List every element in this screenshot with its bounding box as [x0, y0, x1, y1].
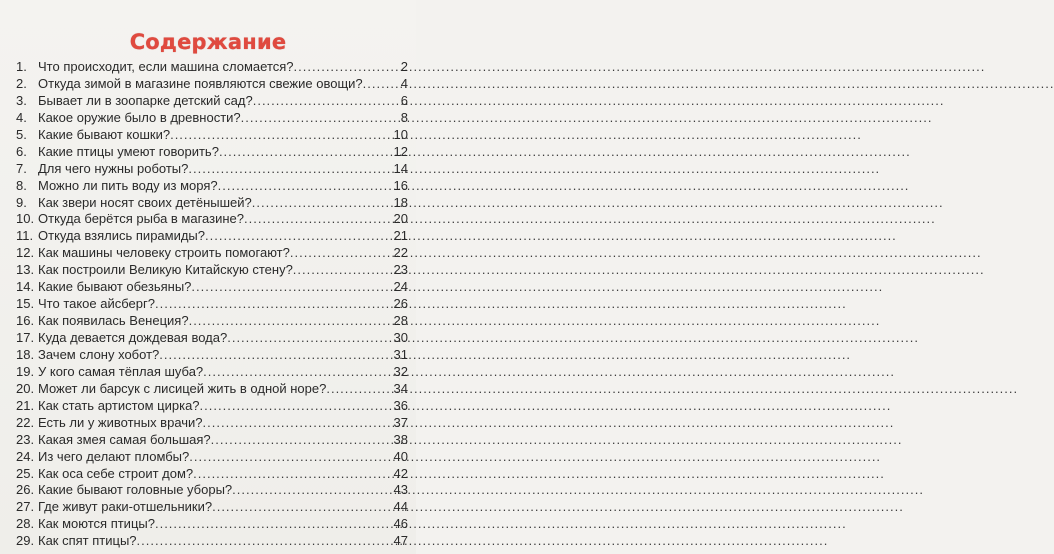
toc-entry — [16, 364, 408, 381]
toc-entry-title: Куда девается дождевая вода? — [38, 330, 228, 345]
toc-entry-title: Есть ли у животных врачи? — [38, 414, 203, 430]
toc-entry-title: Какая змея самая большая? — [38, 431, 211, 447]
toc-entry-number: 19. — [16, 363, 35, 379]
toc-entry-page-number: 28 — [393, 313, 408, 329]
dot-leader — [188, 161, 392, 178]
toc-entry-number: 27. — [16, 499, 35, 515]
toc-entry — [16, 127, 408, 144]
toc-entry-title: Какие бывают головные уборы? — [38, 482, 233, 498]
toc-entry-page-number: 47 — [393, 533, 408, 549]
toc-entry-page-number: 14 — [393, 160, 408, 176]
toc-entry-title: Из чего делают пломбы? — [38, 448, 190, 464]
toc-entry-number: 26. — [16, 482, 35, 498]
toc-entry-title: Что происходит, если машина сломается? — [38, 59, 294, 74]
toc-entry-page-number: 10 — [393, 126, 408, 142]
toc-entry — [16, 161, 408, 178]
toc-entry — [16, 516, 408, 533]
toc-entry-page-number: 40 — [393, 448, 408, 464]
dot-leader — [203, 364, 392, 381]
toc-entry-title: Бывает ли в зоопарке детский сад? — [38, 92, 253, 108]
toc-entry-page-number: 30 — [393, 330, 408, 345]
dot-leader — [218, 178, 393, 195]
table-of-contents — [16, 59, 408, 550]
toc-entry-number: 16. — [16, 313, 35, 329]
toc-entry-title: Откуда зимой в магазине появляются свежие овощи? — [38, 75, 363, 91]
toc-entry-number: 3. — [16, 92, 27, 108]
toc-entry-number: 1. — [16, 59, 27, 74]
toc-entry-page-number: 44 — [393, 499, 408, 515]
toc-entry-page-number: 21 — [393, 228, 408, 244]
toc-entry-number: 17. — [16, 330, 35, 345]
toc-entry-page-number: 46 — [393, 516, 408, 532]
toc-entry — [16, 110, 408, 127]
toc-entry-number: 25. — [16, 465, 35, 481]
dot-leader — [363, 76, 400, 93]
toc-entry-number: 2. — [16, 75, 27, 91]
toc-entry-page-number: 22 — [393, 245, 408, 261]
page-title: Содержание — [129, 30, 287, 54]
toc-entry-number: 18. — [16, 346, 35, 362]
toc-entry-page-number: 16 — [393, 177, 408, 193]
dot-leader — [170, 127, 392, 144]
toc-entry-number: 24. — [16, 448, 35, 464]
dot-leader — [244, 211, 393, 228]
toc-entry-title: Какое оружие было в древности? — [38, 109, 241, 125]
toc-entry-page-number: 6 — [400, 92, 408, 108]
dot-leader — [290, 245, 393, 262]
dot-leader — [294, 59, 400, 76]
toc-entry-page-number: 26 — [393, 296, 408, 312]
toc-entry — [16, 347, 408, 364]
toc-entry-title: Какие бывают обезьяны? — [38, 279, 192, 295]
toc-entry — [16, 415, 408, 432]
dot-leader — [193, 466, 392, 483]
toc-entry-title: Как машины человеку строить помогают? — [38, 245, 290, 261]
toc-entry-page-number: 37 — [393, 414, 408, 430]
dot-leader — [200, 398, 393, 415]
toc-entry — [16, 449, 408, 466]
toc-entry-number: 5. — [16, 126, 27, 142]
toc-entry-page-number: 43 — [393, 482, 408, 498]
toc-entry — [16, 93, 408, 110]
toc-entry — [16, 195, 408, 212]
toc-entry — [16, 381, 408, 398]
dot-leader — [189, 313, 393, 330]
toc-entry — [16, 245, 408, 262]
toc-entry-number: 10. — [16, 211, 35, 227]
toc-entry-title: Для чего нужны роботы? — [38, 160, 189, 176]
toc-entry — [16, 466, 408, 483]
toc-entry-title: У кого самая тёплая шуба? — [38, 363, 204, 379]
toc-entry-title: Как моются птицы? — [38, 516, 155, 532]
toc-entry — [16, 211, 408, 228]
dot-leader — [212, 499, 392, 516]
dot-leader — [252, 195, 393, 212]
dot-leader — [155, 516, 393, 533]
toc-entry — [16, 313, 408, 330]
dot-leader — [203, 415, 393, 432]
toc-entry-page-number: 8 — [400, 109, 408, 125]
dot-leader — [211, 432, 393, 449]
toc-entry — [16, 76, 408, 93]
toc-entry-number: 14. — [16, 279, 35, 295]
toc-entry-page-number: 42 — [393, 465, 408, 481]
dot-leader — [227, 330, 392, 347]
toc-entry-number: 28. — [16, 516, 35, 532]
toc-entry-title: Какие птицы умеют говорить? — [38, 143, 219, 159]
toc-entry — [16, 59, 408, 76]
toc-entry-number: 21. — [16, 397, 35, 413]
toc-entry-page-number: 32 — [393, 363, 408, 379]
toc-entry-title: Как стать артистом цирка? — [38, 397, 200, 413]
toc-entry-number: 13. — [16, 262, 35, 278]
toc-entry — [16, 262, 408, 279]
toc-entry-page-number: 31 — [393, 346, 408, 362]
toc-entry-page-number: 34 — [393, 380, 408, 396]
dot-leader — [232, 482, 392, 499]
dot-leader — [155, 296, 393, 313]
toc-entry — [16, 296, 408, 313]
toc-entry-number: 23. — [16, 431, 35, 447]
toc-entry — [16, 330, 408, 347]
toc-entry — [16, 432, 408, 449]
dot-leader — [191, 279, 392, 296]
toc-entry-title: Где живут раки-отшельники? — [38, 499, 213, 515]
toc-entry-title: Что такое айсберг? — [38, 296, 155, 312]
toc-entry-page-number: 20 — [393, 211, 408, 227]
toc-entry-title: Какие бывают кошки? — [38, 126, 171, 142]
dot-leader — [241, 110, 400, 127]
toc-entry-number: 9. — [16, 194, 27, 210]
toc-entry-title: Как построили Великую Китайскую стену? — [38, 262, 293, 278]
toc-entry-title: Как оса себе строит дом? — [38, 465, 194, 481]
dot-leader — [293, 262, 393, 279]
dot-leader — [219, 144, 393, 161]
toc-entry-number: 29. — [16, 533, 35, 549]
dot-leader — [137, 533, 393, 550]
dot-leader — [189, 449, 392, 466]
toc-entry-number: 8. — [16, 177, 27, 193]
toc-entry — [16, 499, 408, 516]
toc-entry — [16, 178, 408, 195]
dot-leader — [159, 347, 392, 364]
toc-entry-page-number: 12 — [393, 143, 408, 159]
toc-entry-title: Может ли барсук с лисицей жить в одной норе? — [38, 380, 327, 396]
toc-entry-number: 6. — [16, 143, 27, 159]
toc-entry-page-number: 24 — [393, 279, 408, 295]
toc-entry-title: Зачем слону хобот? — [38, 346, 160, 362]
toc-entry-page-number: 4 — [400, 75, 408, 91]
toc-entry-page-number: 23 — [393, 262, 408, 278]
toc-entry-page-number: 38 — [393, 431, 408, 447]
dot-leader — [205, 228, 393, 245]
dot-leader — [253, 93, 400, 110]
toc-entry-number: 22. — [16, 414, 35, 430]
toc-entry — [16, 279, 408, 296]
toc-entry — [16, 144, 408, 161]
toc-entry-number: 7. — [16, 160, 27, 176]
toc-entry-title: Как появилась Венеция? — [38, 313, 189, 329]
toc-entry-title: Откуда берётся рыба в магазине? — [38, 211, 244, 227]
book-page — [0, 0, 416, 554]
toc-entry-page-number: 36 — [393, 397, 408, 413]
toc-entry-number: 11. — [16, 228, 34, 244]
toc-entry — [16, 533, 408, 550]
toc-entry-page-number: 2 — [400, 59, 408, 74]
toc-entry-number: 20. — [16, 380, 35, 396]
toc-entry-title: Можно ли пить воду из моря? — [38, 177, 218, 193]
toc-entry-page-number: 18 — [393, 194, 408, 210]
toc-entry — [16, 398, 408, 415]
toc-entry — [16, 228, 408, 245]
toc-entry-title: Как звери носят своих детёнышей? — [38, 194, 252, 210]
toc-entry-number: 4. — [16, 109, 27, 125]
dot-leader — [326, 381, 392, 398]
toc-entry-number: 12. — [16, 245, 35, 261]
toc-entry-number: 15. — [16, 296, 35, 312]
toc-entry-title: Откуда взялись пирамиды? — [38, 228, 206, 244]
toc-entry — [16, 482, 408, 499]
toc-entry-title: Как спят птицы? — [38, 533, 137, 549]
